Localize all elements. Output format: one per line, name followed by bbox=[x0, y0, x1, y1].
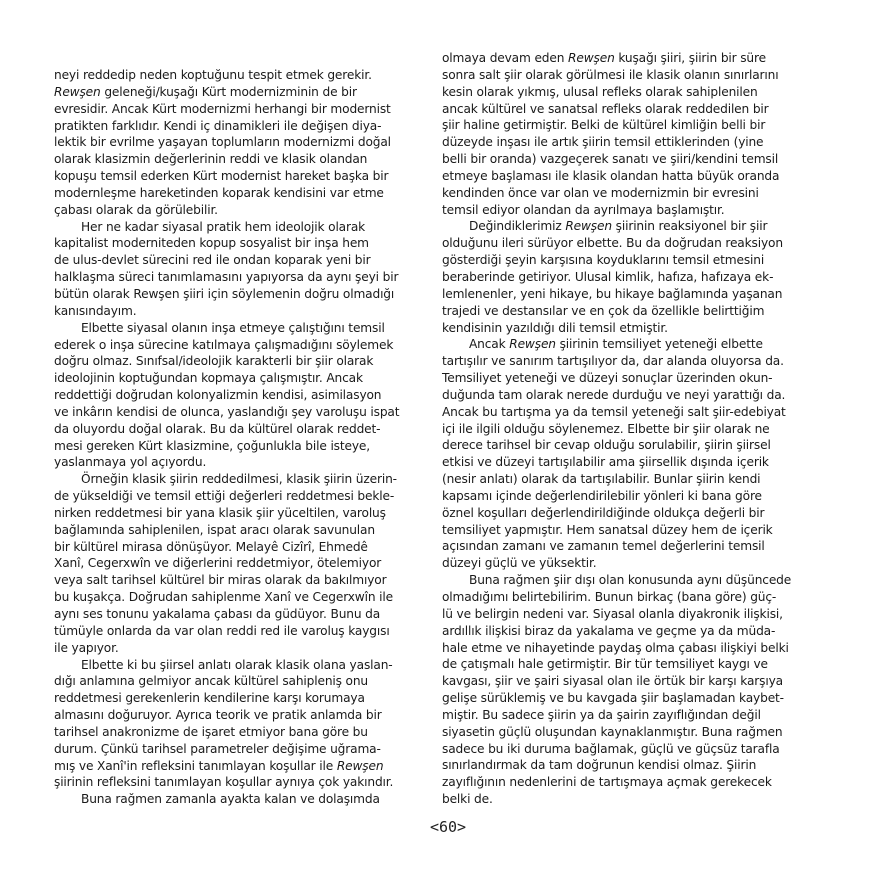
text-line: (nesir anlatı) olarak da tartışılabilir. Bunlar şiirin kendi bbox=[442, 472, 761, 487]
text-line: kavgası, şiir ve şairi siyasal olan ile örtük bir karşı karşıya bbox=[442, 674, 783, 689]
text-line: siyasetin güçlü oluşundan kaynaklanmıştır. Buna rağmen bbox=[442, 724, 783, 739]
line-text: geleneği/kuşağı Kürt modernizminin de bir bbox=[100, 84, 357, 99]
text-line: Her ne kadar siyasal pratik hem ideolojik olarak bbox=[81, 219, 366, 234]
text-line: kendinden önce var olan ve modernizmin bir evresini bbox=[442, 185, 759, 200]
text-line: şiirinin refleksini tanımlayan koşullar aynıya çok yakındır. bbox=[54, 775, 394, 790]
text-line: temsiliyet yapmıştır. Hem sanatsal düzey hem de içerik bbox=[442, 522, 773, 537]
text-line: halklaşma süreci tanımlamasını yapıyorsa da aynı şeyi bir bbox=[54, 270, 399, 285]
text-line: bağlamında sahiplenilen, ispat aracı olarak savunulan bbox=[54, 522, 375, 537]
text-line: bu kuşakça. Doğrudan sahiplenme Xanî ve Cegerxwîn ile bbox=[54, 590, 393, 605]
text-line: düzeyde inşası ile artık şiirin temsil ettiklerinden (yine bbox=[442, 135, 764, 150]
text-line: olarak klasizmin değerlerinin reddi ve klasik olandan bbox=[54, 152, 368, 167]
text-line bbox=[442, 50, 804, 67]
emphasis: Rewşen bbox=[336, 758, 384, 773]
text-line: kendisinin yazıldığı dili temsil etmiştir. bbox=[442, 320, 668, 335]
text-line: ve inkârın kendisi de olunca, yaslandığı şey varoluşu ispat bbox=[54, 404, 400, 419]
text-line: bütün olarak Rewşen şiiri için söylemenin doğru olmadığı bbox=[54, 286, 395, 301]
text-line: Buna rağmen zamanla ayakta kalan ve dolaşımda bbox=[81, 792, 380, 807]
text-line: evresidir. Ancak Kürt modernizmi herhangi bir modernist bbox=[54, 101, 391, 116]
text-line: neyi reddedip neden koptuğunu tespit etmek gerekir. bbox=[54, 68, 372, 82]
text-line: miştir. Bu sadece şiirin ya da şairin zayıflığından değil bbox=[442, 707, 761, 722]
text-line bbox=[442, 336, 804, 353]
text-line: yaslanmaya yol açıyordu. bbox=[54, 455, 207, 470]
text-line: kapsamı içinde değerlendirilebilir yönleri ki bana göre bbox=[442, 488, 762, 503]
text-line: olduğunu ileri sürüyor elbette. Bu da doğrudan reaksiyon bbox=[442, 236, 783, 251]
text-line: kopuşu temsil ederken Kürt modernist hareket başka bir bbox=[54, 169, 389, 184]
emphasis: Rewşen bbox=[565, 219, 612, 234]
text-line: modernleşme hareketinden koparak kendisini var etme bbox=[54, 185, 384, 200]
text-line: reddetmesi gerekenlerin kendilerine karşı korumaya bbox=[54, 691, 365, 706]
text-line: Ancak bu tartışma ya da temsil yeteneği salt şiir-edebiyat bbox=[442, 404, 786, 419]
text-line: de yükseldiği ve temsil ettiği değerleri reddetmesi bekle- bbox=[54, 489, 395, 504]
line-text: Ancak bbox=[469, 337, 510, 352]
text-line: ile yapıyor. bbox=[54, 640, 119, 655]
text-line: Buna rağmen şiir dışı olan konusunda aynı düşüncede bbox=[469, 573, 792, 588]
text-line: nirken reddetmesi bir yana klasik şiir yüceltilen, varoluş bbox=[54, 505, 386, 520]
text-line: kesin olarak yıkmış, ulusal refleks olarak sahiplenilen bbox=[442, 84, 758, 99]
line-text: şiirinin temsiliyet yeteneği elbette bbox=[555, 337, 763, 352]
text-line bbox=[54, 84, 416, 101]
text-line bbox=[442, 218, 804, 235]
text-line: duğunda tam olarak nerede durduğu ve neyi yarattığı da. bbox=[442, 387, 786, 402]
text-line: veya salt tarihsel kültürel bir miras olarak da bakılmıyor bbox=[54, 573, 387, 588]
text-line: şiir haline getirmiştir. Belki de kültürel kimliğin belli bir bbox=[442, 118, 766, 133]
text-line: çabası olarak da görülebilir. bbox=[54, 202, 218, 217]
text-line: ideolojinin koptuğundan kopmaya çalışmıştır. Ancak bbox=[54, 371, 363, 386]
text-line: lektik bir evrilme yaşayan toplumların modernizmi doğal bbox=[54, 135, 391, 150]
text-line: etkisi ve düzeyi tartışılabilir ama şiirsellik dışında içerik bbox=[442, 455, 769, 470]
text-line bbox=[54, 758, 416, 775]
text-line: tümüyle onlarda da var olan reddi red ile varoluş kaygısı bbox=[54, 623, 390, 638]
text-line: pratikten farklıdır. Kendi iç dinamikleri ile değişen diya- bbox=[54, 118, 382, 133]
text-line: etmeye başlaması ile klasik olandan hatta büyük oranda bbox=[442, 168, 780, 183]
text-line: olmadığımı belirtebilirim. Bunun birkaç (bana göre) güç- bbox=[442, 590, 777, 604]
text-line: gelişe sürüklemiş ve bu kavgada şiir başlamadan kaybet- bbox=[442, 691, 784, 706]
text-line: almasını doğuruyor. Ayrıca teorik ve pratik anlamda bir bbox=[54, 708, 382, 723]
text-line: derece tarihsel bir cevap olduğu sorulabilir, şiirin şiirsel bbox=[442, 438, 771, 453]
text-line: kanısındayım. bbox=[54, 303, 137, 318]
text-line: tarihsel anakronizme de işaret etmiyor bana göre bu bbox=[54, 724, 368, 739]
text-line: Elbette siyasal olanın inşa etmeye çalıştığını temsil bbox=[81, 320, 385, 335]
text-line: belli bir oranda) vazgeçerek sanatı ve şiiri/kendini temsil bbox=[442, 152, 779, 167]
line-text: Değindiklerimiz bbox=[469, 219, 566, 234]
emphasis: Rewşen bbox=[568, 51, 615, 65]
text-line: Elbette ki bu şiirsel anlatı olarak klasik olana yaslan- bbox=[81, 657, 393, 672]
text-line: mesi gereken Kürt klasizmine, çoğunlukla bile isteye, bbox=[54, 438, 370, 453]
text-line: zayıflığının nedenlerini de tartışmaya açmak gerekecek bbox=[442, 775, 772, 790]
left-text-column bbox=[54, 67, 416, 808]
text-line: temsil ediyor olandan da ayrılmaya başlamıştır. bbox=[442, 202, 725, 217]
line-text: mış ve Xanî'in refleksini tanımlayan koşullar ile bbox=[54, 758, 337, 773]
text-line: de ulus-devlet sürecini red ile ondan koparak yeni bir bbox=[54, 253, 371, 268]
text-line: içi ile ilgili olduğu söylenemez. Elbette bir şiir olarak ne bbox=[442, 421, 770, 436]
right-text-column bbox=[442, 50, 804, 808]
text-line: açısından zamanı ve zamanın temel değerlerini temsil bbox=[442, 539, 765, 554]
text-line: öznel koşulları değerlendirildiğinde oldukça değerli bir bbox=[442, 505, 765, 520]
text-line: durum. Çünkü tarihsel parametreler değişime uğrama- bbox=[54, 741, 381, 756]
text-line: lemlenenler, yeni hikaye, bu hikaye bağlamında yaşanan bbox=[442, 286, 783, 301]
text-line: Temsiliyet yeteneği ve düzeyi sonuçlar üzerinden okun- bbox=[442, 371, 773, 386]
text-line: Xanî, Cegerxwîn ve diğerlerini reddetmiyor, ötelemiyor bbox=[54, 556, 382, 571]
text-line: reddettiği doğrudan kolonyalizmin kendisi, asimilasyon bbox=[54, 388, 382, 403]
text-line: Örneğin klasik şiirin reddedilmesi, klasik şiirin üzerin- bbox=[81, 472, 397, 487]
text-line: aynı ses tonunu yakalama çabası da güdüyor. Bunu da bbox=[54, 607, 381, 621]
text-line: ancak kültürel ve sanatsal refleks olarak reddedilen bir bbox=[442, 101, 769, 116]
text-line: hale etme ve nihayetinde paydaş olma çabası ilişkiyi belki bbox=[442, 640, 789, 655]
text-line: tartışılır ve sanırım tartışılıyor da, dar alanda oluyorsa da. bbox=[442, 354, 784, 369]
text-line: de çatışmalı hale getirmiştir. Bir tür temsiliyet kaygı ve bbox=[442, 657, 768, 672]
emphasis: Rewşen bbox=[509, 337, 556, 352]
page-number: <60> bbox=[429, 818, 467, 836]
text-line: sınırlandırmak da tam doğrunun kendisi olmaz. Şiirin bbox=[442, 758, 757, 773]
line-text: kuşağı şiiri, şiirin bir süre bbox=[614, 51, 766, 65]
text-line: bir kültürel mirasa dönüşüyor. Melayê Cizîrî, Ehmedê bbox=[54, 539, 368, 554]
text-line: sadece bu iki duruma bağlamak, güçlü ve güçsüz tarafla bbox=[442, 741, 780, 756]
emphasis: Rewşen bbox=[54, 84, 101, 99]
text-line: dığı anlamına gelmiyor ancak kültürel sahipleniş onu bbox=[54, 674, 369, 689]
line-text: olmaya devam eden bbox=[442, 51, 569, 65]
text-line: trajedi ve destansılar ve en çok da özellikle belirttiğim bbox=[442, 303, 765, 318]
text-line: ardıllık ilişkisi biraz da yakalama ve geçme ya da müda- bbox=[442, 623, 776, 638]
text-line: sonra salt şiir olarak görülmesi ile klasik olanın sınırlarını bbox=[442, 67, 779, 82]
text-line: da oluyordu doğal olarak. Bu da kültürel olarak reddet- bbox=[54, 421, 381, 436]
text-line: gösterdiği şeyin karşısına koyduklarını temsil etmesini bbox=[442, 253, 765, 268]
text-line: kapitalist moderniteden kopup sosyalist bir inşa hem bbox=[54, 236, 369, 251]
text-line: düzeyi güçlü ve yüksektir. bbox=[442, 556, 597, 571]
text-line: doğru olmaz. Sınıfsal/ideolojik karakterli bir şiir olarak bbox=[54, 354, 374, 369]
text-line: lü ve belirgin nedeni var. Siyasal olanla diyakronik ilişkisi, bbox=[442, 606, 783, 621]
text-line: belki de. bbox=[442, 792, 493, 807]
text-line: ederek o inşa sürecine katılmaya çalışmadığını söylemek bbox=[54, 337, 394, 352]
text-line: beraberinde getiriyor. Ulusal kimlik, hafıza, hafızaya ek- bbox=[442, 269, 774, 284]
line-text: şiirinin reaksiyonel bir şiir bbox=[611, 219, 768, 234]
